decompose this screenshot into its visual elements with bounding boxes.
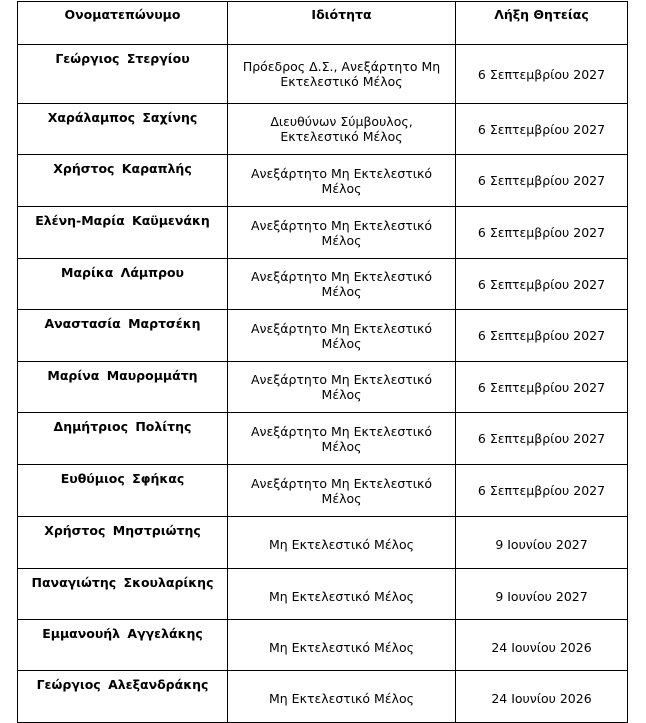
table-row [18, 155, 628, 207]
member-name: Χαράλαμπος Σαχίνης [18, 104, 228, 155]
member-role-line: Μέλος [321, 387, 362, 402]
table-header [18, 2, 628, 45]
member-term-end: 6 Σεπτεμβρίου 2027 [456, 465, 628, 517]
member-name: Ευθύμιος Σφήκας [18, 465, 228, 517]
member-term-end: 6 Σεπτεμβρίου 2027 [456, 259, 628, 310]
member-name: Εμμανουήλ Αγγελάκης [18, 620, 228, 671]
member-term-end: 6 Σεπτεμβρίου 2027 [456, 413, 628, 465]
header-term: Λήξη Θητείας [456, 2, 628, 45]
member-term-end: 6 Σεπτεμβρίου 2027 [456, 45, 628, 104]
member-name: Μαρίκα Λάμπρου [18, 259, 228, 310]
table-row [18, 310, 628, 362]
member-role-line: Ανεξάρτητο Μη Εκτελεστικό [250, 320, 433, 336]
member-role-line: Ανεξάρτητο Μη Εκτελεστικό [250, 475, 433, 491]
member-name: Αναστασία Μαρτσέκη [18, 310, 228, 362]
member-role [228, 155, 456, 207]
member-term-end: 24 Ιουνίου 2026 [456, 671, 628, 723]
table-body [18, 45, 628, 723]
member-role [228, 104, 456, 155]
member-term-end: 6 Σεπτεμβρίου 2027 [456, 155, 628, 207]
table-row [18, 465, 628, 517]
member-role [228, 671, 456, 723]
header-role: Ιδιότητα [228, 2, 456, 45]
member-role [228, 207, 456, 259]
member-role-line: Ανεξάρτητο Μη Εκτελεστικό [250, 217, 433, 233]
table-row [18, 259, 628, 310]
member-name: Ελένη-Μαρία Καϋμενάκη [18, 207, 228, 259]
header-row [18, 2, 628, 45]
table-row [18, 413, 628, 465]
member-role-line: Μη Εκτελεστικό Μέλος [269, 691, 414, 706]
member-role [228, 465, 456, 517]
member-role-line: Εκτελεστικό Μέλος [280, 129, 403, 144]
table-row [18, 362, 628, 413]
member-name: Γεώργιος Αλεξανδράκης [18, 671, 228, 723]
table-row [18, 207, 628, 259]
header-name: Ονοματεπώνυμο [18, 2, 228, 45]
member-role [228, 310, 456, 362]
member-name: Δημήτριος Πολίτης [18, 413, 228, 465]
member-role [228, 413, 456, 465]
member-role-line: Μέλος [321, 180, 362, 196]
member-name: Γεώργιος Στεργίου [18, 45, 228, 104]
member-term-end: 9 Ιουνίου 2027 [456, 517, 628, 569]
member-term-end: 6 Σεπτεμβρίου 2027 [456, 362, 628, 413]
member-role-line: Διευθύνων Σύμβουλος, [270, 114, 413, 129]
member-role-line: Πρόεδρος Δ.Σ., Ανεξάρτητο Μη [242, 59, 441, 74]
table-row [18, 45, 628, 104]
board-members-table [17, 1, 628, 723]
member-term-end: 9 Ιουνίου 2027 [456, 569, 628, 620]
member-role-line: Μέλος [321, 232, 362, 248]
member-term-end: 6 Σεπτεμβρίου 2027 [456, 310, 628, 362]
table-row [18, 517, 628, 569]
member-role [228, 569, 456, 620]
table-row [18, 104, 628, 155]
member-name: Χρήστος Μηστριώτης [18, 517, 228, 569]
member-term-end: 6 Σεπτεμβρίου 2027 [456, 207, 628, 259]
member-role-line: Ανεξάρτητο Μη Εκτελεστικό [250, 165, 433, 181]
table-row [18, 569, 628, 620]
member-name: Παναγιώτης Σκουλαρίκης [18, 569, 228, 620]
member-role-line: Ανεξάρτητο Μη Εκτελεστικό [250, 372, 433, 387]
table-row [18, 620, 628, 671]
member-role [228, 517, 456, 569]
member-role-line: Εκτελεστικό Μέλος [280, 74, 403, 89]
member-name: Μαρίνα Μαυρομμάτη [18, 362, 228, 413]
member-role-line: Μέλος [321, 438, 362, 454]
member-role-line: Μέλος [321, 490, 362, 506]
member-role [228, 362, 456, 413]
member-role-line: Μη Εκτελεστικό Μέλος [269, 537, 414, 552]
member-role-line: Μέλος [321, 284, 362, 299]
member-role-line: Ανεξάρτητο Μη Εκτελεστικό [250, 269, 433, 284]
member-role [228, 620, 456, 671]
member-name: Χρήστος Καραπλής [18, 155, 228, 207]
member-role [228, 45, 456, 104]
member-role-line: Μέλος [321, 335, 362, 351]
member-term-end: 6 Σεπτεμβρίου 2027 [456, 104, 628, 155]
member-role [228, 259, 456, 310]
member-term-end: 24 Ιουνίου 2026 [456, 620, 628, 671]
member-role-line: Μη Εκτελεστικό Μέλος [269, 588, 414, 604]
table-row [18, 671, 628, 723]
member-role-line: Ανεξάρτητο Μη Εκτελεστικό [250, 423, 433, 439]
member-role-line: Μη Εκτελεστικό Μέλος [269, 639, 414, 655]
